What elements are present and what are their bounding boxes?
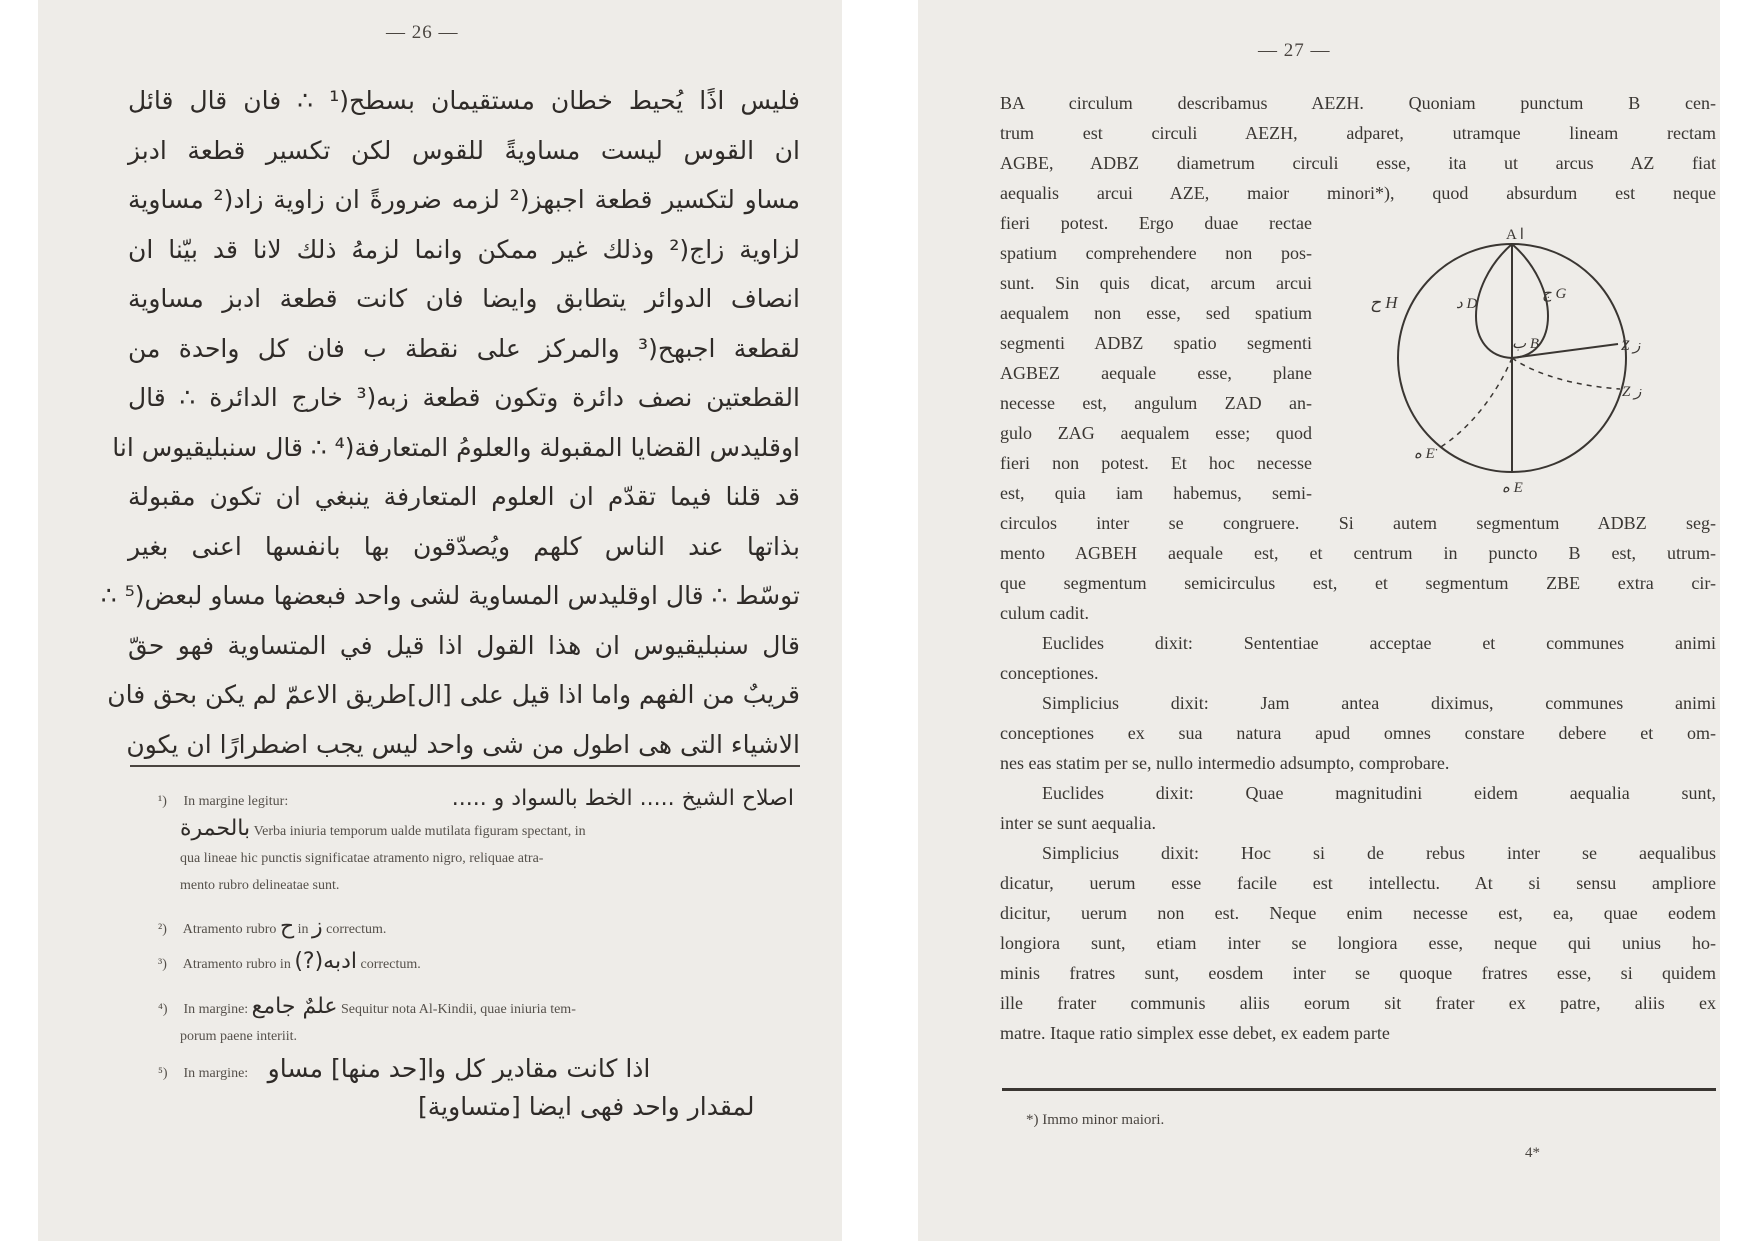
footnote-mark: ⁴) [158,1002,168,1017]
latin-text-line: Simplicius dixit: Jam antea diximus, communes animi [1042,693,1716,713]
arabic-text-line: فليس اذًا يُحيط خطان مستقيمان بسطح(¹ ∴ فان قال قائل [128,86,801,115]
arabic-text-line: بذاتها عند الناس كلهم ويُصدّقون بها بانفسها اعنى بغير [128,531,800,561]
label-H: ح H [1370,293,1398,312]
label-Z-lower: Z ز [1622,384,1642,400]
latin-text-line: conceptiones ex sua natura apud omnes constare debere et om- [1000,723,1716,743]
latin-text-line: Euclides dixit: Quae magnitudini eidem aequalia sunt, [1042,783,1716,803]
label-G: ج G [1542,286,1567,302]
latin-text-line: minis fratres sunt, eosdem inter se quoque fratres esse, si quidem [1000,963,1716,983]
latin-text-line: Euclides dixit: Sententiae acceptae et communes animi [1042,633,1716,653]
footnote-divider-left [130,765,800,767]
footnote-5 [158,1055,800,1125]
latin-text-line: fieri potest. Ergo duae rectae [1000,213,1312,233]
label-E-bottom: ه E [1502,480,1523,496]
footnote-text: mento rubro delineatae sunt. [180,878,340,893]
footnote-mark: ⁵) [158,1066,168,1081]
page-number-right: — 27 — [1258,40,1331,61]
footnote-mark: ²) [158,922,167,937]
latin-text-line: Simplicius dixit: Hoc si de rebus inter se aequalibus [1042,843,1716,863]
arabic-text-line: القطعتين نصف دائرة وتكون قطعة زبه(³ خارج الدائرة ∴ قال [128,383,800,412]
latin-text-line: dicitur, uerum non est. Neque enim necesse est, ea, quae eodem [1000,903,1716,923]
latin-text-bottom [1000,508,1716,1048]
arabic-text-line: اوقليدس القضايا المقبولة والعلومُ المتعارفة(⁴ ∴ قال سنبليقيوس انا [112,432,800,462]
arabic-text-line: الاشياء التى هى اطول من شى واحد ليس يجب اضطرارًا ان يكون [126,729,800,759]
arabic-text-line: لزاوية زاج(² وذلك غير ممكن وانما لزمهُ ذلك لانا قد بيّنا ان [128,234,800,264]
label-E-left: ه E [1414,446,1435,462]
latin-text-line: segmenti ADBZ spatio segmenti [1000,333,1312,353]
latin-text-line: inter se sunt aequalia. [1000,813,1156,833]
label-A: A ا [1506,227,1524,243]
label-Z-upper: Z ز [1621,338,1641,354]
footnote-text: in [297,922,309,937]
footnote-3 [158,948,800,978]
latin-text-line: matre. Itaque ratio simplex esse debet, ex eadem parte [1000,1023,1390,1043]
footnote-divider-right [1002,1088,1716,1091]
footnote-arabic: اذا كانت مقادير كل وا[حد منها] مساو [267,1054,651,1083]
latin-text-top [1000,88,1716,208]
latin-text-line: aequalem non esse, sed spatium [1000,303,1312,323]
arabic-text-line: قال سنبليقيوس ان هذا القول اذا قيل في المتساوية فهو حقّ [128,630,800,660]
arabic-text-line: ان القوس ليست مساويةً للقوس لكن تكسير قطعة ادبز [128,135,800,165]
latin-text-line: AGBEZ aequale esse, plane [1000,363,1312,383]
latin-text-line: spatium comprehendere non pos- [1000,243,1312,263]
footnote-1 [158,785,800,899]
footnote-arabic: لمقدار واحد فهى ايضا [متساوية] [418,1092,755,1121]
label-D: د D [1456,296,1478,312]
footnote-arabic: علمٌ جامع [251,994,338,1019]
latin-text-line: culum cadit. [1000,603,1089,623]
latin-text-line: gulo ZAG aequalem esse; quod [1000,423,1312,443]
right-page [918,0,1720,1241]
footnote-text: correctum. [360,957,421,972]
footnote-2 [158,913,800,943]
footnote-mark: ¹) [158,794,167,809]
latin-text-line: est, quia iam habemus, semi- [1000,483,1312,503]
latin-text-line: AGBE, ADBZ diametrum circuli esse, ita ut arcus AZ fiat [1000,153,1716,173]
footnote-text: Atramento rubro [182,922,277,937]
page-number-left: — 26 — [386,22,459,43]
footnote-text: correctum. [326,922,387,937]
footnote-text: qua lineae hic punctis significatae atramento nigro, reliquae atra- [180,851,544,866]
footnote-text: In margine legitur: [183,794,289,809]
footnote-arabic: ح [279,914,295,939]
footnote-text: Sequitur nota Al-Kindii, quae iniuria tem- [341,1002,576,1017]
latin-text-line: que segmentum semicirculus est, et segmentum ZBE extra cir- [1000,573,1716,593]
footnote-text: Verba iniuria temporum ualde mutilata figuram spectant, in [253,824,586,839]
dashed-BZ [1512,358,1620,389]
footnote-text: In margine: [183,1066,249,1081]
arabic-text-line: قريبٌ من الفهم واما اذا قيل على [ال]طريق الاعمّ لم يكن بحق فان [107,680,800,709]
arabic-text-line: مساو لتكسير قطعة اجبهز(² لزمه ضرورةً ان زاوية زاد(² مساوية [128,185,800,214]
arc-AD [1476,244,1512,358]
arabic-text-line: توسّط ∴ قال اوقليدس المساوية لشى واحد فبعضها مساو لبعض(⁵ ∴ [100,581,800,610]
latin-text-line: longiora sunt, etiam inter se longiora esse, neque qui unius ho- [1000,933,1716,953]
geometry-diagram [1328,226,1698,516]
dashed-BE [1436,358,1512,450]
footnote-right: *) Immo minor maiori. [1026,1112,1165,1128]
footnote-4 [158,993,800,1050]
footnote-mark: ³) [158,957,167,972]
latin-text-line: BA circulum describamus AEZH. Quoniam punctum B cen- [1000,93,1716,113]
latin-text-line: necesse est, angulum ZAD an- [1000,393,1312,413]
latin-text-line: circulos inter se congruere. Si autem segmentum ADBZ seg- [1000,513,1716,533]
latin-text-line: aequalis arcui AZE, maior minori*), quod absurdum est neque [1000,183,1716,203]
latin-text-line: fieri non potest. Et hoc necesse [1000,453,1312,473]
latin-text-line: mento AGBEH aequale est, et centrum in puncto B est, utrum- [1000,543,1716,563]
latin-text-line: sunt. Sin quis dicat, arcum arcui [1000,273,1312,293]
latin-text-line: nes eas statim per se, nullo intermedio adsumpto, comprobare. [1000,753,1450,773]
arabic-text-line: لقطعة اجبهح(³ والمركز على نقطة ب فان كل واحدة من [128,333,800,363]
left-page [38,0,842,1241]
footnote-arabic: اصلاح الشيخ ..... الخط بالسواد و ..... [451,786,794,811]
label-B: ب B [1512,336,1540,352]
latin-text-line: dicatur, uerum esse facile est intellectu. At si sensu ampliore [1000,873,1716,893]
arabic-main-text [100,76,801,769]
arabic-text-line: قد قلنا فيما تقدّم ان العلوم المتعارفة ينبغي ان تكون مقبولة [128,482,800,511]
signature-mark: 4* [1525,1145,1540,1161]
footnote-arabic: بالحمرة [180,816,251,841]
footnote-text: porum paene interiit. [180,1029,298,1044]
latin-text-line: ille frater communis aliis eorum sit frater ex patre, aliis ex [1000,993,1716,1013]
footnote-text: In margine: [183,1002,249,1017]
footnote-arabic: (?)ادبه [294,949,357,974]
footnote-arabic: ز [312,914,323,939]
latin-text-line: trum est circuli AEZH, adparet, utramque lineam rectam [1000,123,1716,143]
latin-text-beside-diagram [1000,208,1312,508]
arabic-text-line: انصاف الدوائر يتطابق وايضا فان كانت قطعة ادبز مساوية [128,284,800,313]
footnote-text: Atramento rubro in [182,957,291,972]
latin-text-line: conceptiones. [1000,663,1099,683]
